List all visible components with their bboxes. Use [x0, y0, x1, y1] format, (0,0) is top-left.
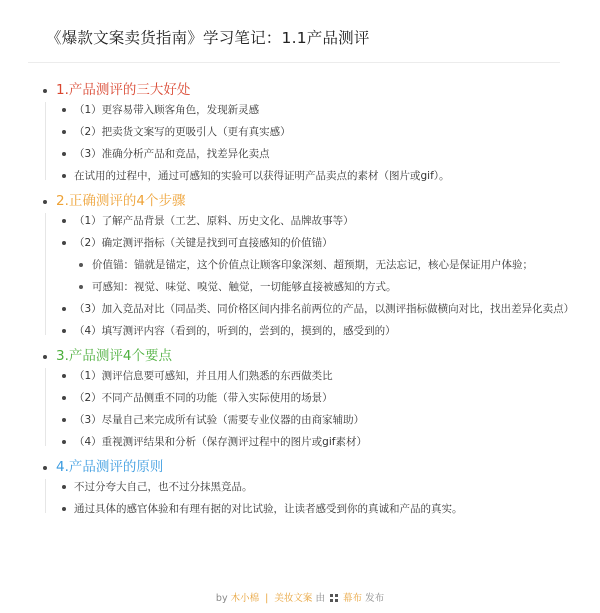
list-item: [56, 103, 580, 118]
list-item: [56, 214, 580, 229]
item-bullet-icon[interactable]: [62, 108, 66, 112]
outline-section: [40, 457, 580, 517]
footer-published: 发布: [365, 593, 385, 604]
item-text: （1）测评信息要可感知，并且用人们熟悉的东西做类比: [74, 370, 333, 382]
item-text: （4）填写测评内容（看到的，听到的，尝到的，摸到的，感受到的）: [74, 325, 396, 337]
list-item: [56, 147, 580, 162]
item-bullet-icon[interactable]: [62, 374, 66, 378]
list-item: [56, 413, 580, 428]
item-text: （2）把卖货文案写的更吸引人（更有真实感）: [74, 126, 291, 138]
outline-section: [40, 80, 580, 184]
title-divider: [28, 62, 560, 63]
indent-guide-line: [45, 479, 46, 513]
section-bullet-icon[interactable]: [43, 355, 47, 359]
mubu-logo-icon: [330, 594, 338, 602]
sub-list-item: [74, 280, 580, 295]
item-text: （3）尽量自己来完成所有试验（需要专业仪器的由商家辅助）: [74, 414, 365, 426]
item-bullet-icon[interactable]: [62, 418, 66, 422]
sub-item-text: 价值锚：锚就是锚定，这个价值点让顾客印象深刻、超预期，无法忘记，核心是保证用户体验；: [92, 259, 533, 271]
item-text: 通过具体的感官体验和有理有据的对比试验，让读者感受到你的真诚和产品的真实。: [74, 503, 463, 515]
item-text: （3）加入竞品对比（同品类、同价格区间内排名前两位的产品，以测评指标做横向对比，找出差异化卖点）: [74, 303, 575, 315]
footer-separator: |: [265, 593, 269, 604]
item-list: [56, 369, 580, 450]
section-title: 2.正确测评的4个步骤: [56, 193, 186, 209]
outline: [40, 80, 580, 524]
footer-author-link[interactable]: 木小棉: [230, 593, 260, 604]
list-item: [56, 369, 580, 384]
list-item: [56, 324, 580, 339]
item-bullet-icon[interactable]: [62, 174, 66, 178]
item-text: 在试用的过程中，通过可感知的实验可以获得证明产品卖点的素材（图片或gif）。: [74, 170, 450, 182]
sub-item-text: 可感知：视觉、味觉、嗅觉、触觉，一切能够直接被感知的方式。: [92, 281, 397, 293]
item-text: （2）不同产品侧重不同的功能（带入实际使用的场景）: [74, 392, 333, 404]
list-item: [56, 391, 580, 406]
item-text: （2）确定测评指标（关键是找到可直接感知的价值锚）: [74, 237, 333, 249]
outline-section: [40, 191, 580, 339]
list-item: [56, 169, 580, 184]
section-bullet-icon[interactable]: [43, 89, 47, 93]
list-item: [56, 236, 580, 295]
item-list: [56, 480, 580, 517]
footer-via: 由: [315, 593, 325, 604]
item-text: （1）了解产品背景（工艺、原料、历史文化、品牌故事等）: [74, 215, 354, 227]
page-title: 《爆款文案卖货指南》学习笔记：1.1产品测评: [46, 29, 370, 47]
indent-guide-line: [45, 213, 46, 335]
item-text: 不过分夸大自己，也不过分抹黑竞品。: [74, 481, 253, 493]
item-bullet-icon[interactable]: [62, 485, 66, 489]
item-bullet-icon[interactable]: [62, 507, 66, 511]
indent-guide-line: [45, 102, 46, 180]
item-text: （3）准确分析产品和竞品，找差异化卖点: [74, 148, 270, 160]
item-bullet-icon[interactable]: [62, 130, 66, 134]
section-bullet-icon[interactable]: [43, 200, 47, 204]
item-list: [56, 214, 580, 339]
section-title: 4.产品测评的原则: [56, 459, 164, 475]
sub-item-bullet-icon[interactable]: [79, 263, 83, 267]
item-text: （4）重视测评结果和分析（保存测评过程中的图片或gif素材）: [74, 436, 367, 448]
item-bullet-icon[interactable]: [62, 241, 66, 245]
footer-by: by: [215, 593, 228, 604]
section-title: 3.产品测评4个要点: [56, 348, 172, 364]
list-item: [56, 125, 580, 140]
footer-brand-link[interactable]: 美妆文案: [274, 593, 313, 604]
item-bullet-icon[interactable]: [62, 219, 66, 223]
item-list: [56, 103, 580, 184]
item-bullet-icon[interactable]: [62, 440, 66, 444]
item-bullet-icon[interactable]: [62, 329, 66, 333]
footer: [0, 590, 600, 604]
sub-item-list: [74, 258, 580, 295]
list-item: [56, 480, 580, 495]
section-title: 1.产品测评的三大好处: [56, 82, 191, 98]
sub-item-bullet-icon[interactable]: [79, 285, 83, 289]
list-item: [56, 435, 580, 450]
item-bullet-icon[interactable]: [62, 307, 66, 311]
outline-section: [40, 346, 580, 450]
item-bullet-icon[interactable]: [62, 396, 66, 400]
indent-guide-line: [45, 368, 46, 446]
section-bullet-icon[interactable]: [43, 466, 47, 470]
list-item: [56, 302, 580, 317]
item-bullet-icon[interactable]: [62, 152, 66, 156]
footer-tool-link[interactable]: 幕布: [343, 593, 363, 604]
sub-list-item: [74, 258, 580, 273]
item-text: （1）更容易带入顾客角色，发现新灵感: [74, 104, 260, 116]
list-item: [56, 502, 580, 517]
